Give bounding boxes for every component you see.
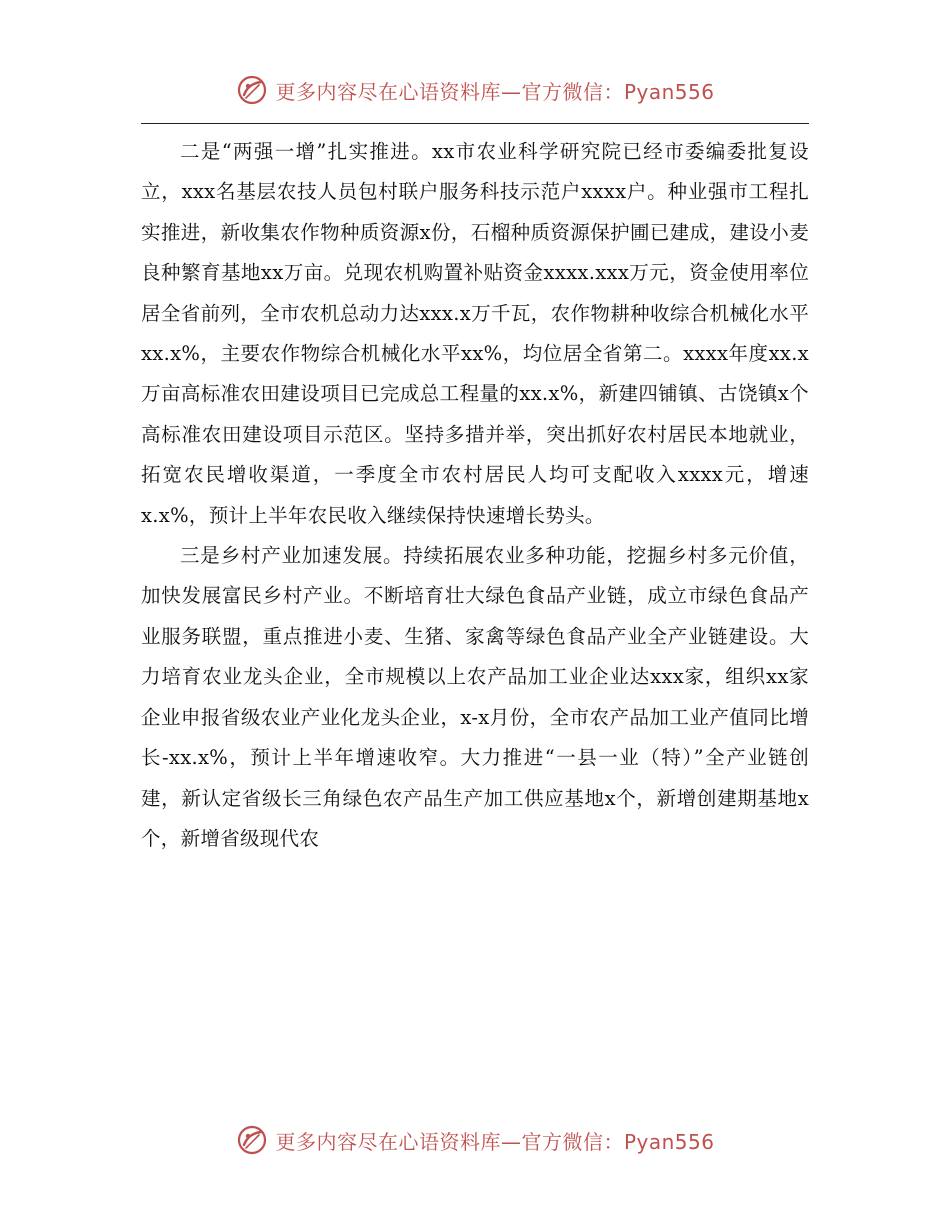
footer-banner-text: 更多内容尽在心语资料库—官方微信：Pyan556 bbox=[275, 1129, 715, 1154]
header-banner-inner bbox=[235, 73, 714, 107]
header-banner-text: 更多内容尽在心语资料库—官方微信：Pyan556 bbox=[275, 79, 715, 104]
document-body bbox=[141, 132, 809, 859]
paragraph-two-strong-one-increase: 二是“两强一增”扎实推进。xx市农业科学研究院已经市委编委批复设立，xxx名基层农技人员包村联户服务科技示范户xxxx户。种业强市工程扎实推进，新收集农作物种质资源x份，石榴种质资源保护圃已建成，建设小麦良种繁育基地xx万亩。兑现农机购置补贴资金xxxx.xxx万元，资金使用率位居全省前列，全市农机总动力达xxx.x万千瓦，农作物耕种收综合机械化水平xx.x%，主要农作物综合机械化水平xx%，均位居全省第二。xxxx年度xx.x万亩高标准农田建设项目已完成总工程量的xx.x%，新建四铺镇、古饶镇x个高标准农田建设项目示范区。坚持多措并举，突出抓好农村居民本地就业，拓宽农民增收渠道，一季度全市农村居民人均可支配收入xxxx元，增速x.x%，预计上半年农民收入继续保持快速增长势头。 bbox=[141, 140, 809, 527]
header-banner bbox=[0, 70, 950, 110]
footer-banner-inner bbox=[235, 1123, 714, 1157]
header-divider bbox=[141, 123, 809, 124]
footer-banner bbox=[0, 1120, 950, 1160]
seal-logo-icon bbox=[235, 1123, 269, 1157]
seal-logo-icon bbox=[235, 73, 269, 107]
paragraph-rural-industry: 三是乡村产业加速发展。持续拓展农业多种功能，挖掘乡村多元价值，加快发展富民乡村产业。不断培育壮大绿色食品产业链，成立市绿色食品产业服务联盟，重点推进小麦、生猪、家禽等绿色食品产业全产业链建设。大力培育农业龙头企业，全市规模以上农产品加工业企业达xxx家，组织xx家企业申报省级农业产业化龙头企业，x-x月份，全市农产品加工业产值同比增长-xx.x%，预计上半年增速收窄。大力推进“一县一业（特）”全产业链创建，新认定省级长三角绿色农产品生产加工供应基地x个，新增创建期基地x个，新增省级现代农 bbox=[141, 544, 809, 850]
